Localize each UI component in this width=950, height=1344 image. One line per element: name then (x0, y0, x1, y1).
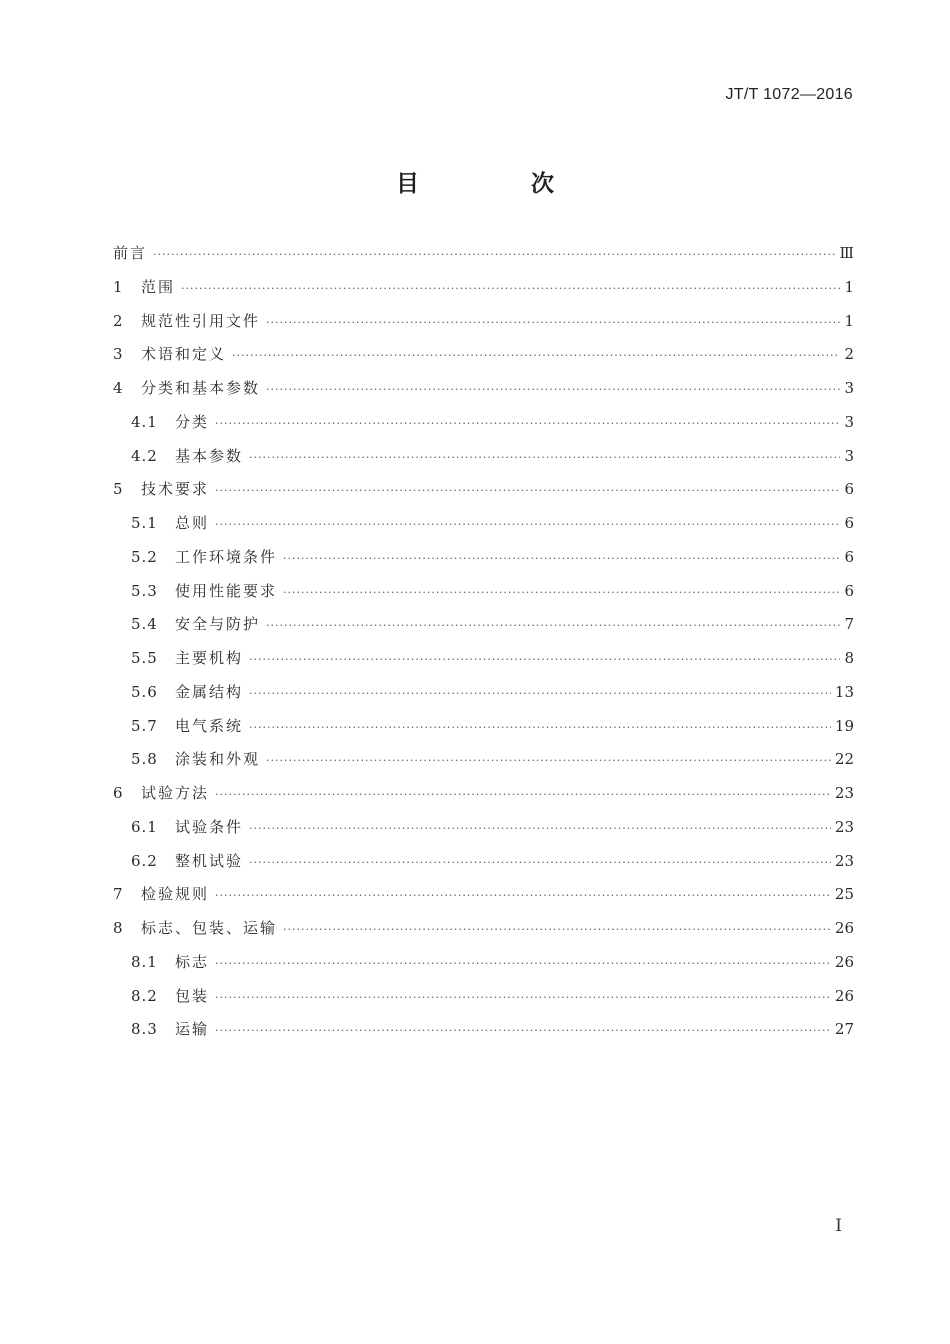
toc-entry-page: 6 (844, 480, 854, 499)
document-code: JT/T 1072—2016 (725, 86, 853, 103)
toc-entry-page: 2 (844, 345, 854, 364)
toc-entry-label: 检验规则 (141, 885, 210, 904)
toc-entry-number: 8.3 (131, 1020, 158, 1039)
toc-entry[interactable] (113, 305, 854, 339)
toc-entry-label: 主要机构 (175, 649, 244, 667)
toc-entry[interactable] (113, 845, 854, 879)
page-title: 目 次 (395, 171, 606, 197)
toc-entry-label: 标志 (175, 952, 210, 971)
toc-entry[interactable] (113, 608, 854, 642)
toc-entry-label: 试验方法 (141, 784, 210, 802)
toc-dot-leader (249, 846, 831, 880)
toc-entry[interactable] (113, 237, 854, 271)
toc-entry-label: 安全与防护 (175, 615, 261, 634)
toc-entry-number: 8.1 (131, 952, 158, 971)
toc-entry-page: 1 (844, 311, 854, 330)
toc-entry[interactable] (113, 440, 854, 474)
toc-entry-number: 6 (113, 784, 124, 802)
toc-entry-page: 22 (834, 750, 854, 769)
toc-entry-number: 8 (113, 919, 124, 937)
toc-entry-number: 4.2 (131, 446, 158, 465)
toc-dot-leader (215, 981, 831, 1015)
toc-entry[interactable] (113, 1013, 854, 1047)
toc-entry-label: 金属结构 (175, 682, 244, 701)
toc-entry-label: 使用性能要求 (175, 581, 278, 600)
toc-dot-leader (249, 677, 831, 711)
toc-entry-page: 26 (834, 919, 854, 937)
toc-entry[interactable] (113, 541, 854, 575)
toc-entry-label: 涂装和外观 (175, 750, 261, 769)
toc-entry[interactable] (113, 473, 854, 507)
toc-entry[interactable] (113, 406, 854, 440)
toc-entry-number: 5.2 (131, 547, 158, 566)
toc-entry-label: 试验条件 (175, 817, 244, 836)
toc-entry-page: 25 (834, 885, 854, 904)
toc-dot-leader (249, 643, 840, 677)
toc-entry[interactable] (113, 743, 854, 777)
toc-dot-leader (215, 778, 831, 812)
toc-entry-label: 分类和基本参数 (141, 379, 261, 397)
toc-dot-leader (266, 373, 840, 407)
toc-entry-label: 标志、包装、运输 (141, 919, 278, 937)
table-of-contents (113, 237, 854, 1047)
toc-entry-number: 7 (113, 885, 124, 904)
toc-entry-label: 前言 (113, 244, 148, 262)
toc-entry-page: 13 (834, 682, 854, 701)
toc-dot-leader (153, 238, 836, 272)
toc-entry[interactable] (113, 710, 854, 744)
toc-entry-number: 2 (113, 311, 124, 330)
toc-entry-page: 26 (834, 952, 854, 971)
toc-entry-page: 8 (844, 649, 854, 667)
toc-entry-page: 1 (844, 277, 854, 296)
toc-entry-number: 5.1 (131, 514, 158, 532)
toc-entry-page: 3 (844, 412, 854, 431)
toc-dot-leader (266, 744, 831, 778)
toc-entry-page: 26 (834, 986, 854, 1005)
toc-dot-leader (215, 508, 840, 542)
toc-entry-label: 规范性引用文件 (141, 311, 261, 330)
toc-dot-leader (232, 339, 840, 373)
toc-entry-number: 3 (113, 345, 124, 364)
toc-entry-label: 基本参数 (175, 446, 244, 465)
toc-entry-page: 23 (834, 784, 854, 802)
toc-entry-label: 技术要求 (141, 480, 210, 499)
toc-entry[interactable] (113, 676, 854, 710)
page-number: I (835, 1216, 842, 1236)
toc-entry-label: 整机试验 (175, 851, 244, 870)
toc-entry-label: 运输 (175, 1020, 210, 1039)
toc-entry-page: 27 (834, 1020, 854, 1039)
toc-entry[interactable] (113, 811, 854, 845)
toc-entry[interactable] (113, 372, 854, 406)
toc-entry-number: 5.7 (131, 716, 158, 735)
toc-entry-page: 6 (844, 581, 854, 600)
toc-entry-label: 术语和定义 (141, 345, 227, 364)
toc-entry-label: 电气系统 (175, 716, 244, 735)
toc-dot-leader (181, 272, 840, 306)
toc-entry-number: 4 (113, 379, 124, 397)
toc-dot-leader (249, 812, 831, 846)
toc-entry-number: 4.1 (131, 412, 158, 431)
toc-dot-leader (266, 609, 840, 643)
toc-entry-page: 19 (834, 716, 854, 735)
toc-entry-label: 包装 (175, 986, 210, 1005)
toc-entry-page: Ⅲ (839, 244, 854, 262)
toc-entry-number: 5.8 (131, 750, 158, 769)
toc-entry-number: 5.3 (131, 581, 158, 600)
toc-dot-leader (215, 407, 840, 441)
toc-entry-number: 5 (113, 480, 124, 499)
toc-entry-page: 3 (844, 379, 854, 397)
toc-entry-label: 总则 (175, 514, 210, 532)
toc-entry-page: 6 (844, 547, 854, 566)
toc-entry[interactable] (113, 912, 854, 946)
toc-entry-number: 6.1 (131, 817, 158, 836)
toc-entry-label: 分类 (175, 412, 210, 431)
toc-entry-page: 23 (834, 851, 854, 870)
toc-dot-leader (283, 576, 840, 610)
toc-dot-leader (249, 441, 840, 475)
toc-entry[interactable] (113, 642, 854, 676)
toc-dot-leader (215, 947, 831, 981)
toc-dot-leader (215, 474, 840, 508)
toc-dot-leader (283, 542, 840, 576)
toc-entry-number: 5.6 (131, 682, 158, 701)
toc-entry-number: 6.2 (131, 851, 158, 870)
toc-entry-number: 5.5 (131, 649, 158, 667)
toc-dot-leader (266, 306, 840, 340)
toc-entry[interactable] (113, 980, 854, 1014)
toc-dot-leader (215, 1014, 831, 1048)
toc-dot-leader (215, 879, 831, 913)
toc-dot-leader (283, 913, 831, 947)
toc-entry[interactable] (113, 271, 854, 305)
toc-entry-number: 1 (113, 277, 124, 296)
toc-entry-number: 8.2 (131, 986, 158, 1005)
toc-entry[interactable] (113, 575, 854, 609)
toc-entry-label: 工作环境条件 (175, 547, 278, 566)
toc-entry[interactable] (113, 878, 854, 912)
toc-entry-page: 3 (844, 446, 854, 465)
toc-dot-leader (249, 711, 831, 745)
toc-entry-page: 7 (844, 615, 854, 634)
toc-entry[interactable] (113, 946, 854, 980)
toc-entry[interactable] (113, 777, 854, 811)
toc-entry-page: 6 (844, 514, 854, 532)
toc-entry-label: 范围 (141, 277, 176, 296)
toc-entry[interactable] (113, 507, 854, 541)
toc-entry-number: 5.4 (131, 615, 158, 634)
toc-entry-page: 23 (834, 817, 854, 836)
toc-entry[interactable] (113, 338, 854, 372)
